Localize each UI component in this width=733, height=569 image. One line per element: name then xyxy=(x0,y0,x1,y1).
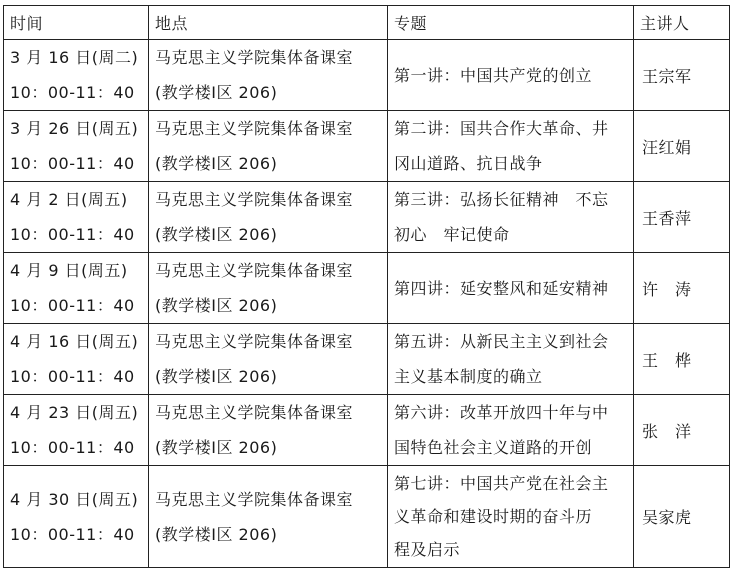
time-text: 10：00-11：40 xyxy=(10,438,135,457)
topic-line: 第三讲：弘扬长征精神 不忘 xyxy=(394,190,609,209)
time-cell xyxy=(4,466,149,568)
time-cell xyxy=(4,324,149,395)
lecture-schedule-table xyxy=(3,5,730,568)
place-building: (教学楼Ⅰ区 206) xyxy=(155,154,278,173)
topic-cell xyxy=(388,466,634,568)
time-cell xyxy=(4,253,149,324)
table-header-row xyxy=(4,6,730,40)
place-building: (教学楼Ⅰ区 206) xyxy=(155,438,278,457)
topic-line: 程及启示 xyxy=(394,540,461,559)
speaker-cell: 王宗军 xyxy=(634,40,730,111)
time-cell xyxy=(4,182,149,253)
topic-cell xyxy=(388,111,634,182)
table-row xyxy=(4,111,730,182)
place-room: 马克思主义学院集体备课室 xyxy=(155,119,354,138)
table-row xyxy=(4,182,730,253)
time-cell xyxy=(4,395,149,466)
topic-line: 主义基本制度的确立 xyxy=(394,367,543,386)
table-row xyxy=(4,253,730,324)
topic-cell xyxy=(388,182,634,253)
date-text: 4 月 30 日(周五) xyxy=(10,489,139,509)
date-text: 4 月 23 日(周五) xyxy=(10,403,139,422)
time-cell xyxy=(4,40,149,111)
topic-line: 第四讲：延安整风和延安精神 xyxy=(394,278,609,298)
place-building: (教学楼Ⅰ区 206) xyxy=(155,225,278,244)
date-text: 3 月 26 日(周五) xyxy=(10,119,139,138)
topic-line: 第七讲：中国共产党在社会主 xyxy=(394,474,609,493)
topic-line: 第五讲：从新民主主义到社会 xyxy=(394,332,609,351)
time-text: 10：00-11：40 xyxy=(10,154,135,173)
table-row xyxy=(4,466,730,568)
topic-cell xyxy=(388,253,634,324)
speaker-cell: 王 桦 xyxy=(634,324,730,395)
header-speaker: 主讲人 xyxy=(634,6,730,40)
topic-line: 义革命和建设时期的奋斗历 xyxy=(394,507,593,526)
place-cell xyxy=(149,253,388,324)
time-text: 10：00-11：40 xyxy=(10,83,135,102)
place-room: 马克思主义学院集体备课室 xyxy=(155,489,354,509)
speaker-cell: 许 涛 xyxy=(634,253,730,324)
place-cell xyxy=(149,395,388,466)
date-text: 4 月 9 日(周五) xyxy=(10,261,128,280)
speaker-cell: 张 洋 xyxy=(634,395,730,466)
place-building: (教学楼Ⅰ区 206) xyxy=(155,524,278,544)
topic-line: 国特色社会主义道路的开创 xyxy=(394,438,593,457)
place-cell xyxy=(149,40,388,111)
place-room: 马克思主义学院集体备课室 xyxy=(155,48,354,67)
topic-line: 冈山道路、抗日战争 xyxy=(394,154,543,173)
place-room: 马克思主义学院集体备课室 xyxy=(155,403,354,422)
speaker-cell: 吴家虎 xyxy=(634,466,730,568)
header-place: 地点 xyxy=(149,6,388,40)
topic-cell xyxy=(388,395,634,466)
time-text: 10：00-11：40 xyxy=(10,524,135,544)
place-building: (教学楼Ⅰ区 206) xyxy=(155,367,278,386)
place-cell xyxy=(149,111,388,182)
date-text: 3 月 16 日(周二) xyxy=(10,48,139,67)
date-text: 4 月 2 日(周五) xyxy=(10,190,128,209)
topic-cell xyxy=(388,40,634,111)
table-row xyxy=(4,395,730,466)
topic-cell xyxy=(388,324,634,395)
time-text: 10：00-11：40 xyxy=(10,296,135,315)
place-cell xyxy=(149,324,388,395)
place-building: (教学楼Ⅰ区 206) xyxy=(155,83,278,102)
place-building: (教学楼Ⅰ区 206) xyxy=(155,296,278,315)
place-cell xyxy=(149,182,388,253)
topic-line: 第一讲：中国共产党的创立 xyxy=(394,65,593,85)
topic-line: 初心 牢记使命 xyxy=(394,225,510,244)
time-cell xyxy=(4,111,149,182)
time-text: 10：00-11：40 xyxy=(10,367,135,386)
place-room: 马克思主义学院集体备课室 xyxy=(155,261,354,280)
topic-line: 第六讲：改革开放四十年与中 xyxy=(394,403,609,422)
header-time: 时间 xyxy=(4,6,149,40)
topic-line: 第二讲：国共合作大革命、井 xyxy=(394,119,609,138)
speaker-cell: 汪红娟 xyxy=(634,111,730,182)
header-topic: 专题 xyxy=(388,6,634,40)
time-text: 10：00-11：40 xyxy=(10,225,135,244)
place-room: 马克思主义学院集体备课室 xyxy=(155,332,354,351)
table-row xyxy=(4,40,730,111)
speaker-cell: 王香萍 xyxy=(634,182,730,253)
place-room: 马克思主义学院集体备课室 xyxy=(155,190,354,209)
table-row xyxy=(4,324,730,395)
date-text: 4 月 16 日(周五) xyxy=(10,332,139,351)
place-cell xyxy=(149,466,388,568)
